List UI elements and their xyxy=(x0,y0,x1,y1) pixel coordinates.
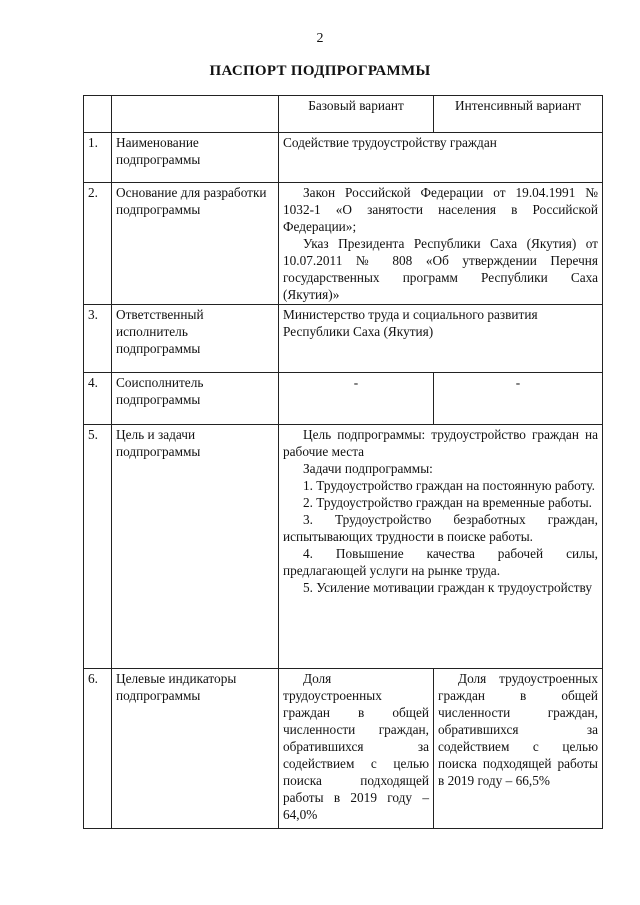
row-content xyxy=(279,425,603,669)
row-number: 2. xyxy=(84,183,112,305)
table-row xyxy=(84,669,603,829)
paragraph: Цель подпрограммы: трудоустройство граждан на рабочие места xyxy=(283,427,598,459)
table-row xyxy=(84,305,603,373)
header-base-variant: Базовый вариант xyxy=(279,96,434,133)
row-content: Министерство труда и социального развития Республики Саха (Якутия) xyxy=(279,305,603,373)
row-base-value: Доля трудоустроенных граждан в общей численности граждан, обратившихся за содействием с целью поиска подходящей работы в 2019 году – 64,0% xyxy=(279,669,434,829)
paragraph: 2. Трудоустройство граждан на временные работы. xyxy=(303,495,592,510)
header-row xyxy=(84,96,603,133)
header-empty-num xyxy=(84,96,112,133)
page-number: 2 xyxy=(316,31,324,46)
row-name: Соисполнитель подпрограммы xyxy=(112,373,279,425)
paragraph: Закон Российской Федерации от 19.04.1991 № 1032-1 «О занятости населения в Российской Федерации»; xyxy=(283,185,598,234)
row-base-value: - xyxy=(279,373,434,425)
row-intensive-value: - xyxy=(434,373,603,425)
table-row xyxy=(84,133,603,183)
row-name: Наименование подпрограммы xyxy=(112,133,279,183)
paragraph: 3. Трудоустройство безработных граждан, испытывающих трудности в поиске работы. xyxy=(283,512,598,544)
table-row xyxy=(84,183,603,305)
row-content: Содействие трудоустройству граждан xyxy=(279,133,603,183)
row-intensive-value: Доля трудоустроенных граждан в общей численности граждан, обратившихся за содействием с целью поиска подходящей работы в 2019 году – 66,5% xyxy=(434,669,603,829)
row-number: 6. xyxy=(84,669,112,829)
header-intensive-variant: Интенсивный вариант xyxy=(434,96,603,133)
table-row xyxy=(84,425,603,669)
paragraph: Задачи подпрограммы: xyxy=(303,461,433,476)
paragraph: 4. Повышение качества рабочей силы, предлагающей услуги на рынке труда. xyxy=(283,546,598,578)
paragraph: 5. Усиление мотивации граждан к трудоустройству xyxy=(303,580,592,595)
row-name: Целевые индикаторы подпрограммы xyxy=(112,669,279,829)
row-number: 1. xyxy=(84,133,112,183)
row-number: 5. xyxy=(84,425,112,669)
row-number: 3. xyxy=(84,305,112,373)
row-name: Цель и задачи подпрограммы xyxy=(112,425,279,669)
header-empty-name xyxy=(112,96,279,133)
row-number: 4. xyxy=(84,373,112,425)
paragraph: Указ Президента Республики Саха (Якутия) от 10.07.2011 № 808 «Об утверждении Перечня государственных программ Республики Саха (Якутия)» xyxy=(283,236,598,302)
row-name: Основание для разработки подпрограммы xyxy=(112,183,279,305)
passport-table xyxy=(83,95,603,829)
document-title: ПАСПОРТ ПОДПРОГРАММЫ xyxy=(209,63,431,79)
paragraph: 1. Трудоустройство граждан на постоянную работу. xyxy=(303,478,595,493)
row-name: Ответственный исполнитель подпрограммы xyxy=(112,305,279,373)
row-content xyxy=(279,183,603,305)
table-row xyxy=(84,373,603,425)
